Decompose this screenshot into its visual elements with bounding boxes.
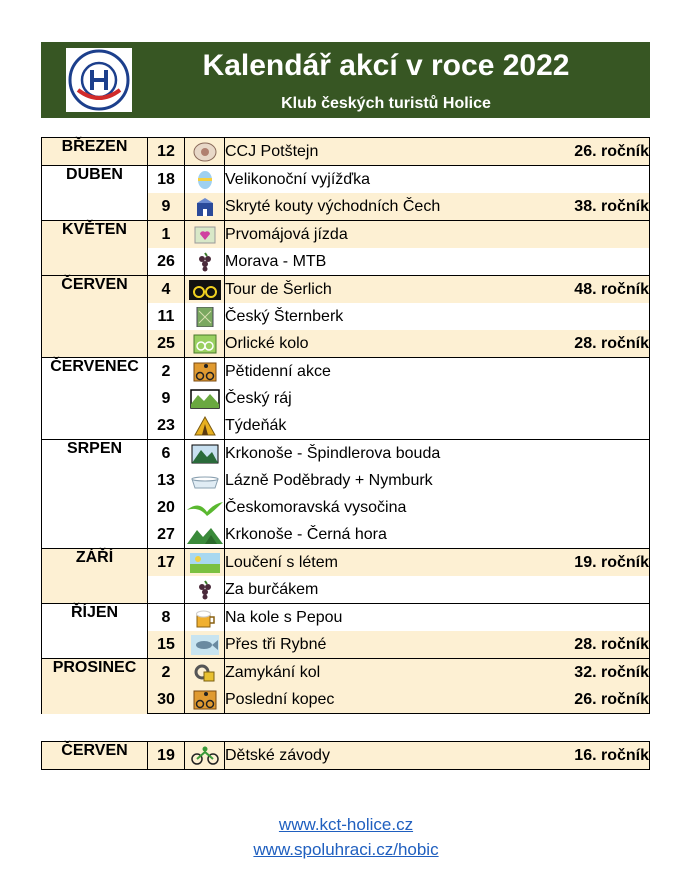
page-subtitle: Klub českých turistů Holice xyxy=(281,95,491,112)
event-edition xyxy=(540,494,650,521)
event-day: 17 xyxy=(148,549,185,577)
bicycle-icon xyxy=(185,330,225,358)
cyclist-icon xyxy=(185,686,225,714)
event-day: 9 xyxy=(148,385,185,412)
month-label: ČERVEN xyxy=(42,276,148,358)
link-spoluhraci[interactable] xyxy=(0,840,692,860)
event-edition xyxy=(540,440,650,468)
month-label: ZÁŘÍ xyxy=(42,549,148,604)
landscape-icon xyxy=(185,385,225,412)
event-name: Orlické kolo xyxy=(225,330,540,358)
event-name: Skryté kouty východních Čech xyxy=(225,193,540,221)
event-day: 15 xyxy=(148,631,185,659)
event-day: 23 xyxy=(148,412,185,440)
event-day: 6 xyxy=(148,440,185,468)
event-day: 27 xyxy=(148,521,185,549)
hills-icon xyxy=(185,521,225,549)
event-day: 8 xyxy=(148,604,185,632)
event-edition: 38. ročník xyxy=(540,193,650,221)
event-edition: 32. ročník xyxy=(540,659,650,687)
event-day: 18 xyxy=(148,166,185,194)
event-edition xyxy=(540,604,650,632)
event-name: Krkonoše - Černá hora xyxy=(225,521,540,549)
event-name: Tour de Šerlich xyxy=(225,276,540,304)
event-day: 2 xyxy=(148,358,185,386)
event-edition: 28. ročník xyxy=(540,631,650,659)
events-table xyxy=(41,137,650,714)
event-edition xyxy=(540,576,650,604)
event-edition xyxy=(540,166,650,194)
event-edition xyxy=(540,467,650,494)
event-row xyxy=(42,742,650,770)
green-swoosh-icon xyxy=(185,494,225,521)
event-day xyxy=(148,576,185,604)
fish-icon xyxy=(185,631,225,659)
event-row xyxy=(42,221,650,249)
map-heart-icon xyxy=(185,221,225,249)
kids-bike-icon xyxy=(185,742,225,770)
bathtub-icon xyxy=(185,467,225,494)
event-row xyxy=(42,549,650,577)
event-day: 30 xyxy=(148,686,185,714)
link-kct-holice[interactable]: www.kct-holice.cz xyxy=(278,815,414,834)
event-name: Prvomájová jízda xyxy=(225,221,540,249)
map-icon xyxy=(185,303,225,330)
month-label: BŘEZEN xyxy=(42,138,148,166)
extra-events-table xyxy=(41,741,650,770)
month-label: ČERVENEC xyxy=(42,358,148,440)
event-day: 4 xyxy=(148,276,185,304)
header-banner xyxy=(41,42,650,118)
grapes-icon xyxy=(185,248,225,276)
event-name: Český ráj xyxy=(225,385,540,412)
event-day: 12 xyxy=(148,138,185,166)
month-label: SRPEN xyxy=(42,440,148,549)
event-edition xyxy=(540,358,650,386)
lock-chain-icon xyxy=(185,659,225,687)
event-row xyxy=(42,659,650,687)
event-name: Na kole s Pepou xyxy=(225,604,540,632)
event-name: Morava - MTB xyxy=(225,248,540,276)
event-edition xyxy=(540,303,650,330)
event-row xyxy=(42,166,650,194)
event-edition: 16. ročník xyxy=(540,742,650,770)
event-name: Pětidenní akce xyxy=(225,358,540,386)
month-label: ČERVEN xyxy=(42,742,148,770)
summer-landscape-icon xyxy=(185,549,225,577)
event-day: 19 xyxy=(148,742,185,770)
event-row xyxy=(42,604,650,632)
event-row xyxy=(42,276,650,304)
month-label: PROSINEC xyxy=(42,659,148,714)
tour-de-serlich-icon xyxy=(185,276,225,304)
event-edition: 28. ročník xyxy=(540,330,650,358)
mountains-icon xyxy=(185,440,225,468)
month-label: KVĚTEN xyxy=(42,221,148,276)
event-day: 25 xyxy=(148,330,185,358)
event-day: 13 xyxy=(148,467,185,494)
ccj-logo-icon xyxy=(185,138,225,166)
event-row xyxy=(42,138,650,166)
event-edition: 48. ročník xyxy=(540,276,650,304)
event-name: CCJ Potštejn xyxy=(225,138,540,166)
event-name: Přes tři Rybné xyxy=(225,631,540,659)
month-label: DUBEN xyxy=(42,166,148,221)
kct-logo xyxy=(66,48,132,112)
month-label: ŘÍJEN xyxy=(42,604,148,659)
event-name: Zamykání kol xyxy=(225,659,540,687)
event-name: Poslední kopec xyxy=(225,686,540,714)
cyclist-icon xyxy=(185,358,225,386)
event-name: Krkonoše - Špindlerova bouda xyxy=(225,440,540,468)
grapes-icon xyxy=(185,576,225,604)
event-edition xyxy=(540,221,650,249)
event-day: 11 xyxy=(148,303,185,330)
event-row xyxy=(42,358,650,386)
event-edition xyxy=(540,248,650,276)
event-name: Velikonoční vyjížďka xyxy=(225,166,540,194)
event-row xyxy=(42,440,650,468)
event-day: 20 xyxy=(148,494,185,521)
event-name: Českomoravská vysočina xyxy=(225,494,540,521)
castle-icon xyxy=(185,193,225,221)
event-edition: 19. ročník xyxy=(540,549,650,577)
event-edition xyxy=(540,385,650,412)
event-edition xyxy=(540,412,650,440)
event-name: Týdeňák xyxy=(225,412,540,440)
event-name: Český Šternberk xyxy=(225,303,540,330)
page-title: Kalendář akcí v roce 2022 xyxy=(202,49,570,82)
event-edition: 26. ročník xyxy=(540,686,650,714)
event-edition xyxy=(540,521,650,549)
event-day: 26 xyxy=(148,248,185,276)
event-name: Za burčákem xyxy=(225,576,540,604)
easter-egg-icon xyxy=(185,166,225,194)
event-day: 2 xyxy=(148,659,185,687)
beer-mug-icon xyxy=(185,604,225,632)
link-spoluhraci-hobic[interactable]: www.spoluhraci.cz/hobic xyxy=(253,840,439,859)
event-name: Lázně Poděbrady + Nymburk xyxy=(225,467,540,494)
event-day: 9 xyxy=(148,193,185,221)
event-day: 1 xyxy=(148,221,185,249)
event-name: Dětské závody xyxy=(225,742,540,770)
event-edition: 26. ročník xyxy=(540,138,650,166)
event-name: Loučení s létem xyxy=(225,549,540,577)
link-kct[interactable] xyxy=(0,815,692,835)
tent-icon xyxy=(185,412,225,440)
